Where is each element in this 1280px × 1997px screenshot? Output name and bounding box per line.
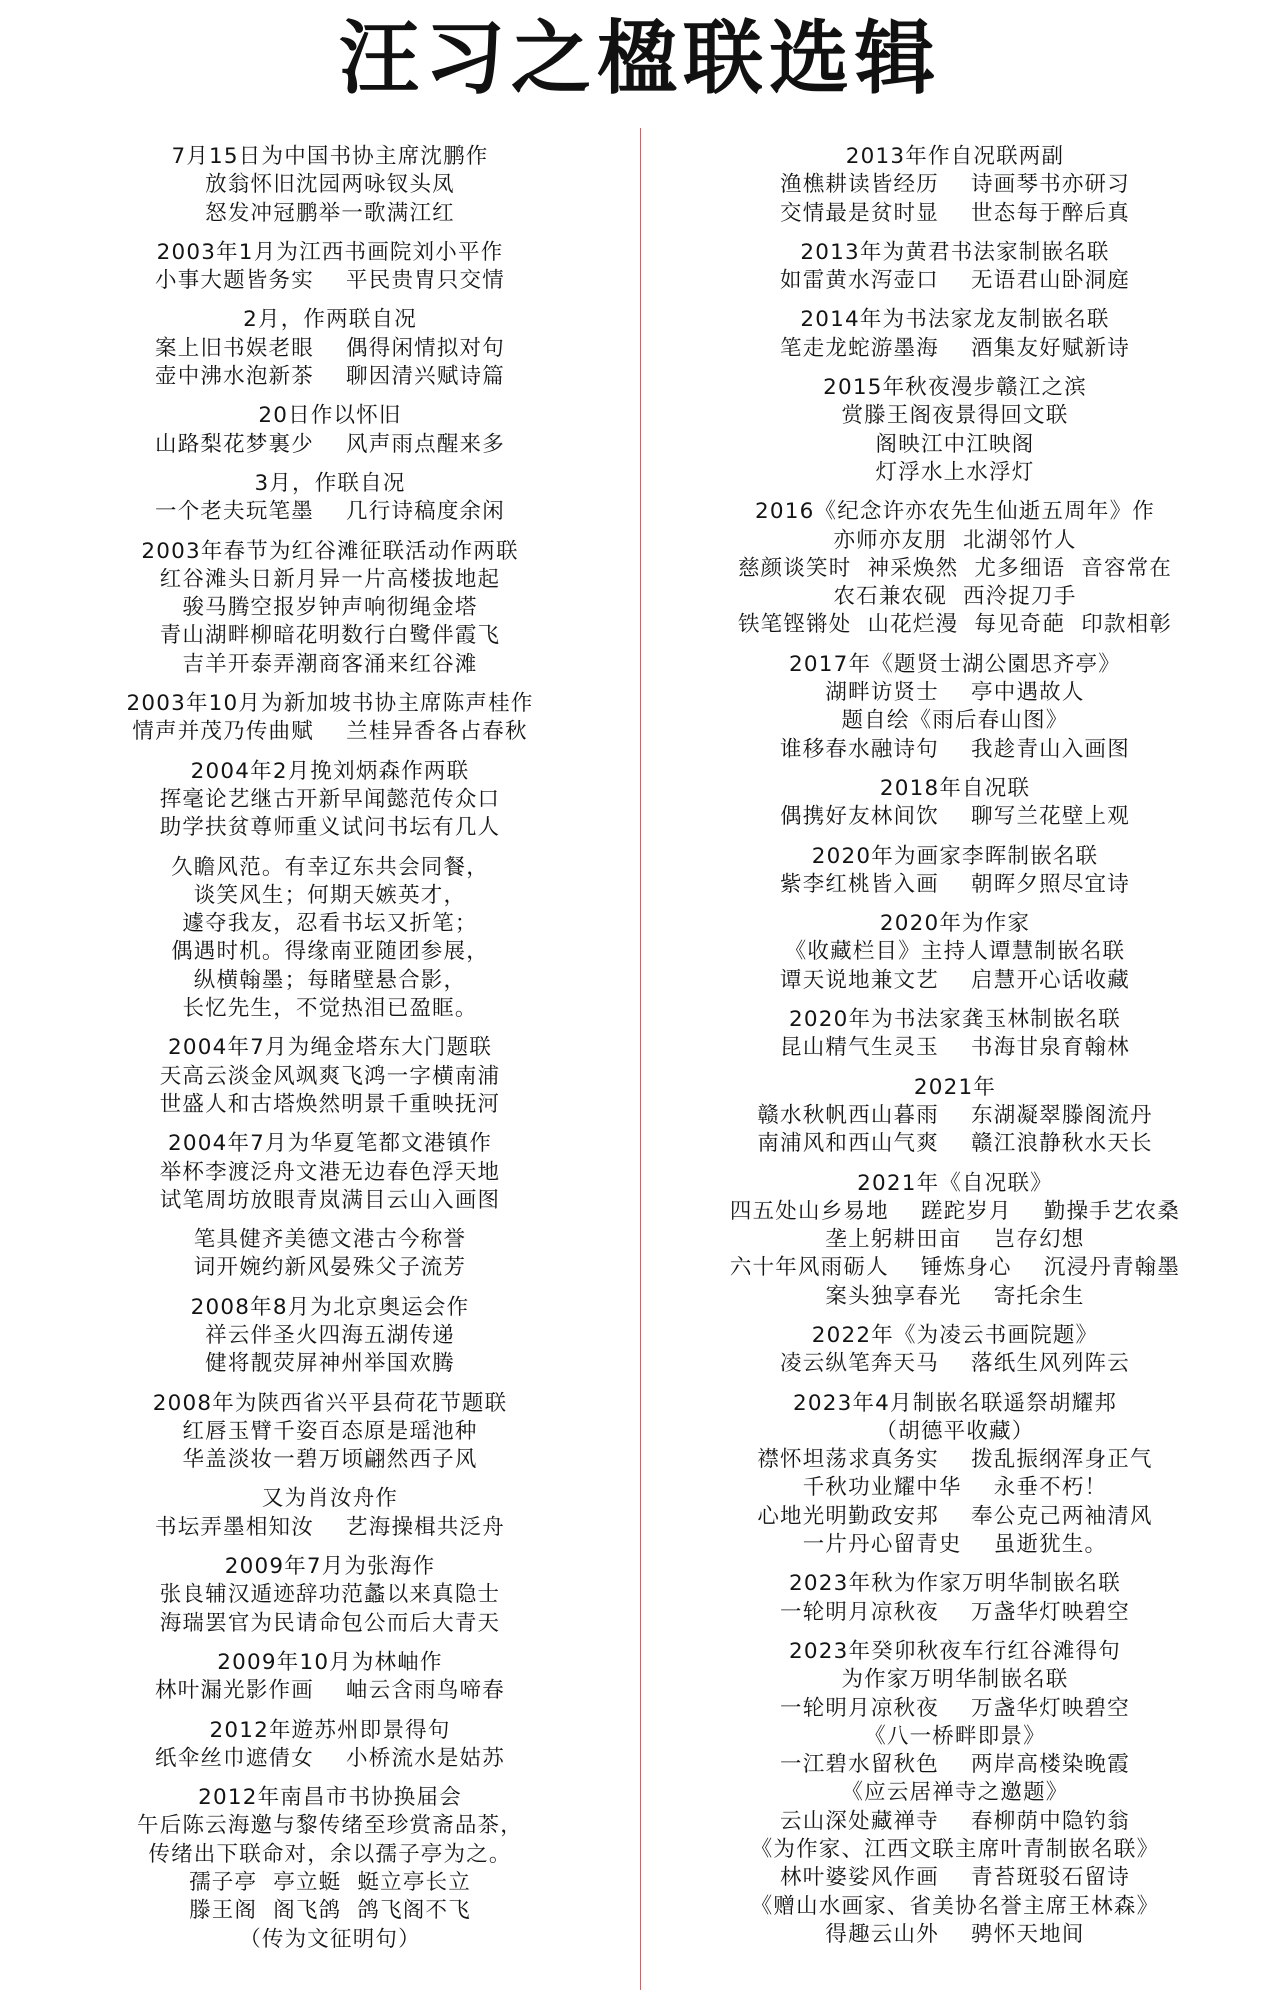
- couplet-block: [30, 1390, 630, 1475]
- couplet-line: 四五处山乡易地 蹉跎岁月 勤操手艺农桑: [729, 1198, 1181, 1224]
- couplet-line: 祥云伴圣火四海五湖传递: [205, 1322, 455, 1348]
- couplet-line: 健将靓荧屏神州举国欢腾: [205, 1351, 455, 1377]
- couplet-line: 世盛人和古塔焕然明景千重映抚河: [159, 1091, 501, 1117]
- couplet-block: [655, 775, 1255, 832]
- couplet-line: 为作家万明华制嵌名联: [841, 1667, 1069, 1693]
- couplet-block: [655, 1390, 1255, 1560]
- couplet-line: 遽夺我友，忍看书坛又折笔；: [182, 911, 478, 937]
- couplet-block: [655, 1170, 1255, 1311]
- couplet-line: 情声并茂乃传曲赋 兰桂异香各占春秋: [132, 719, 528, 745]
- page-title: 汪习之楹联选辑: [339, 12, 941, 105]
- block-heading: 2023年癸卯秋夜车行红谷滩得句: [789, 1638, 1121, 1664]
- couplet-line: 午后陈云海邀与黎传绪至珍赏斋品茶，: [137, 1813, 523, 1839]
- couplet-block: [30, 1294, 630, 1379]
- couplet-line: 云山深处藏禅寺 春柳荫中隐钓翁: [780, 1808, 1130, 1834]
- couplet-block: [655, 306, 1255, 363]
- block-heading: 2020年为书法家龚玉林制嵌名联: [789, 1007, 1121, 1033]
- couplet-block: [30, 690, 630, 747]
- couplet-line: 赏滕王阁夜景得回文联: [841, 403, 1069, 429]
- couplet-line: 举杯李渡泛舟文港无边春色浮天地: [159, 1159, 501, 1185]
- couplet-line: 谁移春水融诗句 我趁青山入画图: [780, 736, 1130, 762]
- couplet-line: 挥毫论艺继古开新早闻懿范传众口: [159, 786, 501, 812]
- couplet-block: [30, 758, 630, 843]
- couplet-block: [30, 143, 630, 228]
- couplet-line: 传绪出下联命对，余以孺子亭为之。: [148, 1841, 512, 1867]
- couplet-block: [655, 1074, 1255, 1159]
- couplet-line: 阁映江中江映阁: [875, 431, 1035, 457]
- couplet-line: 赣水秋帆西山暮雨 东湖凝翠滕阁流丹: [757, 1102, 1153, 1128]
- block-heading: 2003年春节为红谷滩征联活动作两联: [141, 538, 519, 564]
- couplet-block: [30, 306, 630, 391]
- couplet-line: 吉羊开泰弄潮商客涌来红谷滩: [182, 651, 478, 677]
- couplet-line: 林叶漏光影作画 岫云含雨鸟啼春: [155, 1678, 505, 1704]
- block-heading: 3月，作联自况: [254, 470, 406, 496]
- couplet-block: [30, 1226, 630, 1283]
- couplet-line: 一轮明月凉秋夜 万盏华灯映碧空: [780, 1599, 1130, 1625]
- couplet-block: [30, 1717, 630, 1774]
- couplet-line: 纵横翰墨；每睹壁悬合影，: [193, 967, 467, 993]
- couplet-block: [30, 239, 630, 296]
- block-heading: 2003年1月为江西书画院刘小平作: [156, 239, 504, 265]
- couplet-line: 灯浮水上水浮灯: [875, 459, 1035, 485]
- couplet-line: 农石兼农砚 西泠捉刀手: [833, 584, 1077, 610]
- couplet-block: [655, 843, 1255, 900]
- couplet-line: 交情最是贫时显 世态每于醉后真: [780, 200, 1130, 226]
- couplet-line: 南浦风和西山气爽 赣江浪静秋水天长: [757, 1131, 1153, 1157]
- couplet-line: 昆山精气生灵玉 书海甘泉育翰林: [780, 1035, 1130, 1061]
- block-heading: 2008年8月为北京奥运会作: [190, 1294, 470, 1320]
- couplet-block: [655, 374, 1255, 487]
- couplet-line: 谈笑风生；何期天嫉英才，: [193, 882, 467, 908]
- couplet-block: [655, 143, 1255, 228]
- couplet-line: 骏马腾空报岁钟声响彻绳金塔: [182, 595, 478, 621]
- block-heading: 2月，作两联自况: [243, 307, 417, 333]
- couplet-line: 张良辅汉遁迹辞功范蠡以来真隐士: [159, 1582, 501, 1608]
- block-heading: 2004年2月挽刘炳森作两联: [190, 758, 470, 784]
- block-heading: 2021年: [913, 1074, 997, 1100]
- couplet-line: 铁笔铿锵处 山花烂漫 每见奇葩 印款相彰: [737, 612, 1173, 638]
- couplet-block: [30, 1130, 630, 1215]
- couplet-line: 壶中沸水泡新茶 聊因清兴赋诗篇: [155, 364, 505, 390]
- block-heading: 2004年7月为华夏笔都文港镇作: [167, 1131, 493, 1157]
- couplet-block: [655, 498, 1255, 639]
- couplet-line: 怒发冲冠鹏举一歌满江红: [205, 200, 455, 226]
- block-heading: 2016《纪念许亦农先生仙逝五周年》作: [754, 499, 1156, 525]
- block-heading: 2023年秋为作家万明华制嵌名联: [789, 1571, 1121, 1597]
- couplet-line: 小事大题皆务实 平民贵胄只交情: [155, 268, 505, 294]
- couplet-block: [655, 1570, 1255, 1627]
- couplet-line: 得趣云山外 骋怀天地间: [825, 1921, 1085, 1947]
- couplet-line: 亦师亦友朋 北湖邻竹人: [833, 527, 1077, 553]
- block-heading: 2014年为书法家龙友制嵌名联: [800, 307, 1110, 333]
- couplet-block: [30, 854, 630, 1024]
- block-heading: 2012年遊苏州即景得句: [209, 1717, 451, 1743]
- couplet-line: 案上旧书娱老眼 偶得闲情拟对句: [155, 335, 505, 361]
- block-heading: 2008年为陕西省兴平县荷花节题联: [152, 1390, 508, 1416]
- couplet-line: 海瑞罢官为民请命包公而后大青天: [159, 1610, 501, 1636]
- couplet-line: 如雷黄水泻壶口 无语君山卧洞庭: [780, 268, 1130, 294]
- couplet-line: 心地光明勤政安邦 奉公克己两袖清风: [757, 1503, 1153, 1529]
- couplet-line: 《收藏栏目》主持人谭慧制嵌名联: [784, 939, 1126, 965]
- couplet-line: 谭天说地兼文艺 启慧开心话收藏: [780, 967, 1130, 993]
- block-heading: 2023年4月制嵌名联遥祭胡耀邦: [792, 1390, 1118, 1416]
- block-heading: 2013年为黄君书法家制嵌名联: [800, 239, 1110, 265]
- couplet-line: 偶遇时机。得缘南亚随团参展，: [171, 939, 489, 965]
- block-heading: 2021年《自况联》: [857, 1170, 1053, 1196]
- couplet-line: 湖畔访贤士 亭中遇故人: [825, 680, 1085, 706]
- block-heading: 又为肖汝舟作: [261, 1486, 399, 1512]
- couplet-line: 题自绘《雨后春山图》: [841, 708, 1069, 734]
- block-heading: 2009年7月为张海作: [224, 1554, 436, 1580]
- couplet-block: [655, 1006, 1255, 1063]
- left-column: [30, 143, 630, 1965]
- couplet-line: 红唇玉臂千姿百态原是瑶池种: [182, 1418, 478, 1444]
- block-heading: 2015年秋夜漫步赣江之滨: [823, 375, 1087, 401]
- couplet-block: [30, 1784, 630, 1954]
- block-heading: 2009年10月为林岫作: [217, 1649, 443, 1675]
- block-heading: 2020年为画家李晖制嵌名联: [811, 843, 1099, 869]
- block-heading: 2003年10月为新加坡书协主席陈声桂作: [126, 691, 534, 717]
- couplet-line: 滕王阁 阁飞鸽 鸽飞阁不飞: [189, 1898, 471, 1924]
- block-heading: 2013年作自况联两副: [845, 144, 1065, 169]
- couplet-line: 千秋功业耀中华 永垂不朽！: [802, 1475, 1108, 1501]
- couplet-line: 书坛弄墨相知汝 艺海操楫共泛舟: [155, 1514, 505, 1540]
- couplet-line: 凌云纵笔奔天马 落纸生风列阵云: [780, 1351, 1130, 1377]
- couplet-line: 偶携好友林间饮 聊写兰花壁上观: [780, 804, 1130, 830]
- block-heading: 2012年南昌市书协换届会: [198, 1785, 462, 1811]
- couplet-line: 放翁怀旧沈园两咏钗头凤: [205, 172, 455, 198]
- couplet-line: 长忆先生，不觉热泪已盈眶。: [182, 996, 478, 1022]
- right-column: [655, 143, 1255, 1960]
- couplet-line: 襟怀坦荡求真务实 拨乱振纲浑身正气: [757, 1447, 1153, 1473]
- block-heading: 2004年7月为绳金塔东大门题联: [167, 1035, 493, 1061]
- couplet-block: [30, 1485, 630, 1542]
- block-heading: 久瞻风范。有幸辽东共会同餐，: [171, 854, 489, 880]
- couplet-line: 林叶婆娑风作画 青苔斑驳石留诗: [780, 1865, 1130, 1891]
- couplet-line: 一轮明月凉秋夜 万盏华灯映碧空: [780, 1695, 1130, 1721]
- couplet-block: [655, 910, 1255, 995]
- couplet-line: 《八一桥畔即景》: [864, 1723, 1046, 1749]
- couplet-block: [30, 538, 630, 679]
- couplet-line: 纸伞丝巾遮倩女 小桥流水是姑苏: [155, 1745, 505, 1771]
- block-heading: 2017年《题贤士湖公園思齐亭》: [789, 651, 1121, 677]
- couplet-line: 一个老夫玩笔墨 几行诗稿度余闲: [155, 499, 505, 525]
- couplet-line: 词开婉约新风晏殊父子流芳: [193, 1255, 467, 1281]
- couplet-line: 六十年风雨砺人 锤炼身心 沉浸丹青翰墨: [729, 1255, 1181, 1281]
- couplet-block: [30, 1034, 630, 1119]
- couplet-block: [30, 402, 630, 459]
- block-heading: 笔具健齐美德文港古今称誉: [193, 1227, 467, 1253]
- couplet-line: 笔走龙蛇游墨海 酒集友好赋新诗: [780, 335, 1130, 361]
- block-heading: 2022年《为凌云书画院题》: [811, 1322, 1099, 1348]
- block-heading: 2018年自况联: [879, 775, 1031, 801]
- couplet-line: 红谷滩头日新月异一片高楼拔地起: [159, 566, 501, 592]
- couplet-line: （传为文征明句）: [239, 1926, 421, 1952]
- couplet-line: （胡德平收藏）: [875, 1418, 1035, 1444]
- couplet-block: [30, 1649, 630, 1706]
- couplet-block: [655, 1638, 1255, 1949]
- couplet-block: [655, 239, 1255, 296]
- couplet-line: 天高云淡金风飒爽飞鸿一字横南浦: [159, 1063, 501, 1089]
- block-heading: 2020年为作家: [879, 911, 1031, 937]
- couplet-line: 渔樵耕读皆经历 诗画琴书亦研习: [780, 172, 1130, 198]
- couplet-line: 青山湖畔柳暗花明数行白鹭伴霞飞: [159, 623, 501, 649]
- couplet-line: 试笔周坊放眼青岚满目云山入画图: [159, 1187, 501, 1213]
- couplet-line: 《赠山水画家、省美协名誉主席王林森》: [750, 1893, 1160, 1919]
- couplet-line: 垄上躬耕田亩 岂存幻想: [825, 1227, 1085, 1253]
- couplet-line: 一江碧水留秋色 两岸高楼染晚霞: [780, 1752, 1130, 1778]
- block-heading: 7月15日为中国书协主席沈鹏作: [171, 144, 489, 169]
- couplet-line: 助学扶贫尊师重义试问书坛有几人: [159, 815, 501, 841]
- couplet-block: [30, 470, 630, 527]
- couplet-block: [655, 1322, 1255, 1379]
- couplet-block: [30, 1553, 630, 1638]
- couplet-line: 一片丹心留青史 虽逝犹生。: [802, 1532, 1108, 1558]
- couplet-line: 孺子亭 亭立蜓 蜓立亭长立: [189, 1870, 471, 1896]
- block-heading: 20日作以怀旧: [258, 403, 402, 429]
- couplet-line: 紫李红桃皆入画 朝晖夕照尽宜诗: [780, 871, 1130, 897]
- couplet-line: 慈颜谈笑时 神采焕然 尤多细语 音容常在: [737, 555, 1173, 581]
- couplet-line: 案头独享春光 寄托余生: [825, 1283, 1085, 1309]
- column-divider: [640, 128, 641, 1990]
- couplet-line: 华盖淡妆一碧万顷翩然西子风: [182, 1447, 478, 1473]
- couplet-block: [655, 651, 1255, 764]
- couplet-line: 山路梨花梦裏少 风声雨点醒来多: [155, 431, 505, 457]
- couplet-line: 《为作家、江西文联主席叶青制嵌名联》: [750, 1837, 1160, 1863]
- couplet-line: 《应云居禅寺之邀题》: [841, 1780, 1069, 1806]
